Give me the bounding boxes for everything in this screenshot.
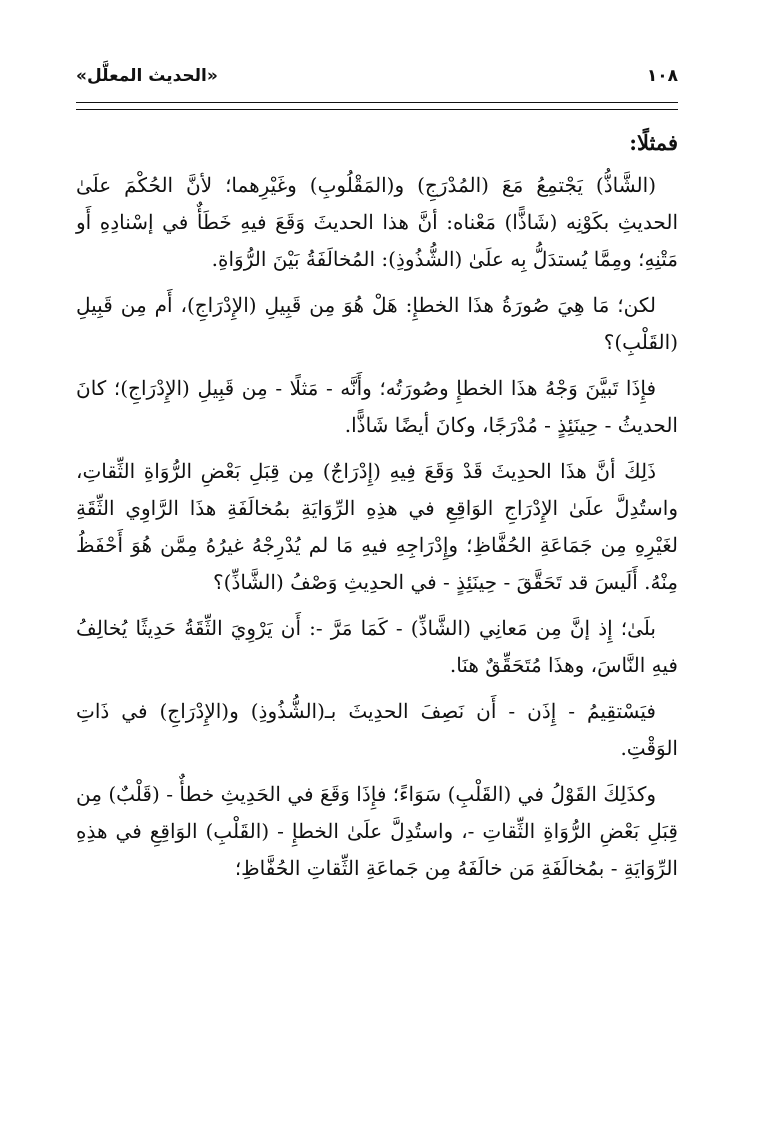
page-number: ١٠٨	[646, 66, 678, 86]
paragraph-1: (الشَّاذُّ) يَجْتمِعُ مَعَ (المُدْرَجِ) و(المَقْلُوبِ) وغَيْرِهما؛ لأنَّ الحُكْمَ علَىٰ الحديثِ بكَوْنِه (شَاذًّا) مَعْناه: أنَّ هذا الحديثَ وَقَعَ فيهِ خَطَأٌ في إسْنادِهِ أَو مَتْنِهِ؛ ومِمَّا يُستدَلُّ بِه علَىٰ (الشُّذُوذِ): المُخالَفَةُ بَيْنَ الرُّوَاةِ.	[76, 173, 678, 271]
paragraph-3: فإِذَا تَبيَّنَ وَجْهُ هذَا الخطإِ وصُورَتُه؛ وأَنَّه - مَثلًا - مِن قَبِيلِ (الإِدْرَاجِ)؛ كانَ الحديثُ - حِينَئِذٍ - مُدْرَجًا، وكانَ أيضًا شَاذًّا.	[76, 376, 678, 437]
page-header	[76, 56, 678, 96]
paragraph-4: ذَلِكَ أنَّ هذَا الحدِيثَ قَدْ وَقَعَ فِيهِ (إِدْرَاجٌ) مِن قِبَلِ بَعْضِ الرُّوَاةِ الثِّقاتِ، واستُدِلَّ علَىٰ الإِدْرَاجِ الوَاقِعِ في هذِهِ الرِّوَايَةِ بمُخالَفَةِ هذَا الرَّاوِي الثِّقَةِ لغَيْرِهِ مِن جَمَاعَةِ الحُفَّاظِ؛ وإِدْرَاجِهِ فيهِ مَا لم يُدْرِجْهُ غيرُهُ مِمَّن هُوَ أَحْفَظُ مِنْهُ. أَلَيسَ قد تَحَقَّقَ - حِينَئِذٍ - في الحدِيثِ وَصْفُ (الشَّاذِّ)؟	[76, 459, 679, 594]
paragraph-7: وكذَلِكَ القَوْلُ في (القَلْبِ) سَوَاءً؛ فإِذَا وَقَعَ في الحَدِيثِ خطأٌ - (قَلْبٌ) مِن قِبَلِ بَعْضِ الرُّوَاةِ الثِّقاتِ -، واستُدِلَّ علَىٰ الخطإِ - (القَلْبِ) الوَاقِعِ في هذِهِ الرِّوَايَةِ - بمُخالَفَةِ مَن خالَفَهُ مِن جَماعَةِ الثِّقاتِ الحُفَّاظِ؛	[76, 782, 678, 880]
page-body	[76, 124, 678, 896]
section-heading: فمثلًا:	[629, 130, 678, 155]
paragraph-5: بلَىٰ؛ إِذ إنَّ مِن مَعانِي (الشَّاذِّ) - كَمَا مَرَّ -: أَن يَرْوِيَ الثِّقَةُ حَدِيثًا يُخالِفُ فيهِ النَّاسَ، وهذَا مُتَحَقِّقٌ هنَا.	[76, 616, 678, 677]
header-rule-top	[76, 102, 678, 103]
header-rule-bottom	[76, 109, 678, 110]
running-title: «الحديث المعلَّل»	[76, 66, 218, 86]
paragraph-2: لكن؛ مَا هِيَ صُورَةُ هذَا الخطإِ: هَلْ هُوَ مِن قَبِيلِ (الإِدْرَاجِ)، أَم مِن قَبِيلِ (القَلْبِ)؟	[76, 293, 678, 354]
paragraph-6: فيَسْتقِيمُ - إِذَن - أَن نَصِفَ الحدِيثَ بـ(الشُّذُوذِ) و(الإِدْرَاجِ) في ذَاتِ الوَقْتِ.	[76, 699, 678, 760]
